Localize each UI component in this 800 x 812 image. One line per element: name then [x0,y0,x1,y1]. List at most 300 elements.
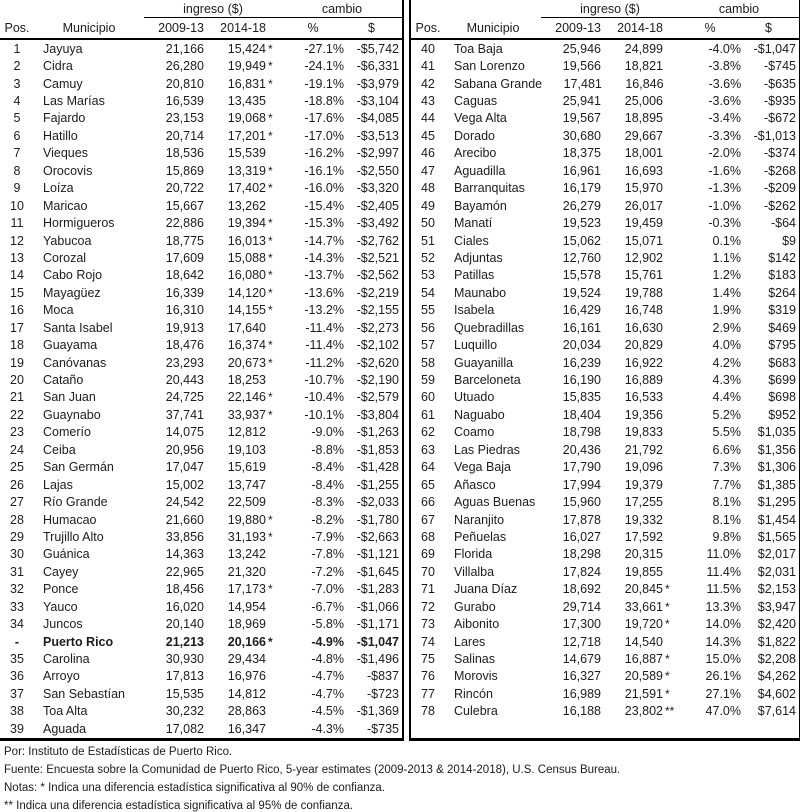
table-row [411,92,799,109]
table-row [411,127,799,144]
table-row [0,563,402,580]
cell-income-2014-18: 14,540 [624,634,663,649]
cell-income-2009-13: 20,714 [165,128,204,143]
cell-income-2009-13: 17,082 [165,721,204,736]
cell-income-2009-13: 16,027 [562,529,601,544]
cell-income-2014-18: 20,845 [624,582,663,597]
table-row [411,685,799,702]
cell-change-percent: -10.1% [304,407,344,422]
table-row [411,424,799,441]
cell-change-percent: 8.1% [712,495,741,510]
cell-change-dollars: -$2,620 [356,355,399,370]
cell-municipio: Villalba [454,564,495,579]
cell-income-2014-18: 15,970 [624,181,663,196]
cell-income-2014-18: 12,902 [624,250,663,265]
table-row [411,668,799,685]
cell-municipio: Toa Alta [43,704,88,719]
cell-change-dollars: -$1,121 [356,547,399,562]
cell-municipio: Yabucoa [43,233,92,248]
table-row [411,633,799,650]
cell-significance-star: * [268,250,273,265]
table-left [0,0,404,741]
cell-income-2014-18: 16,080 [227,268,266,283]
cell-pos: 61 [421,407,435,422]
cell-municipio: Yauco [43,599,78,614]
cell-significance-star: * [665,652,670,667]
cell-significance-star: * [665,582,670,597]
cell-pos: 1 [13,41,21,56]
cell-municipio: Comerío [43,425,91,440]
cell-income-2014-18: 28,863 [227,704,266,719]
cell-income-2009-13: 18,798 [562,425,601,440]
cell-change-percent: -7.0% [311,582,344,597]
cell-municipio: Trujillo Alto [43,529,104,544]
cell-pos: 59 [421,373,435,388]
cell-income-2009-13: 23,293 [165,355,204,370]
cell-municipio: Cataño [43,373,84,388]
cell-municipio: Naranjito [454,512,505,527]
cell-significance-star: * [268,59,273,74]
cell-change-dollars: -$3,513 [356,128,399,143]
cell-municipio: San Juan [43,390,96,405]
cell-change-percent: 7.7% [712,477,741,492]
cell-municipio: Toa Baja [454,41,503,56]
cell-pos: 78 [421,704,435,719]
cell-change-dollars: -$2,155 [356,303,399,318]
cell-income-2009-13: 16,190 [562,373,601,388]
cell-municipio: Patillas [454,268,495,283]
cell-change-dollars: -$1,428 [356,460,399,475]
table-row [0,267,402,284]
cell-income-2014-18: 19,394 [227,216,266,231]
cell-municipio: Cayey [43,564,79,579]
cell-significance-star: * [268,163,273,178]
cell-income-2014-18: 18,895 [624,111,663,126]
cell-change-percent: -3.4% [708,111,741,126]
cell-significance-star: * [268,512,273,527]
cell-income-2009-13: 16,020 [165,599,204,614]
cell-pos: 46 [421,146,435,161]
cell-income-2014-18: 15,619 [227,460,266,475]
cell-income-2009-13: 20,443 [165,373,204,388]
cell-change-dollars: -$1,853 [356,442,399,457]
cell-municipio: Corozal [43,250,87,265]
cell-income-2014-18: 15,539 [227,146,266,161]
cell-change-percent: 14.3% [705,634,741,649]
table-row [0,92,402,109]
table-row [411,371,799,388]
cell-change-dollars: $469 [768,320,796,335]
cell-change-percent: 13.3% [705,599,741,614]
cell-municipio: Guayama [43,338,98,353]
table-row [411,389,799,406]
cell-pos: 50 [421,216,435,231]
cell-municipio: Arroyo [43,669,80,684]
cell-pos: 28 [10,512,24,527]
table-row [0,476,402,493]
table-row [411,319,799,336]
cell-pos: 29 [10,529,24,544]
cell-change-dollars: $2,208 [757,652,796,667]
cell-income-2014-18: 19,880 [227,512,266,527]
cell-change-dollars: -$935 [764,94,796,109]
cell-income-2014-18: 14,120 [227,285,266,300]
cell-pos: 48 [421,181,435,196]
cell-change-dollars: -$3,104 [356,94,399,109]
cell-change-dollars: -$1,255 [356,477,399,492]
cell-income-2014-18: 29,434 [227,652,266,667]
table-row [411,145,799,162]
cell-change-dollars: -$2,762 [356,233,399,248]
table-row [0,127,402,144]
cell-change-dollars: -$268 [764,163,796,178]
cell-change-percent: 26.1% [705,669,741,684]
cell-municipio: Manatí [454,216,493,231]
table-row [411,180,799,197]
cell-income-2009-13: 15,960 [562,495,601,510]
cell-change-percent: -1.6% [708,163,741,178]
cell-significance-star: * [268,233,273,248]
cell-municipio: Vega Baja [454,460,511,475]
cell-income-2009-13: 16,161 [562,320,601,335]
cell-change-percent: -13.2% [304,303,344,318]
cell-pos: 38 [10,704,24,719]
cell-income-2014-18: 21,792 [624,442,663,457]
cell-municipio: Carolina [43,652,90,667]
cell-municipio: Naguabo [454,407,505,422]
table-row [411,459,799,476]
cell-change-dollars: -$635 [764,76,796,91]
table-row [411,232,799,249]
cell-income-2009-13: 17,790 [562,460,601,475]
cell-pos: 49 [421,198,435,213]
cell-municipio: Juncos [43,617,83,632]
table-row [411,563,799,580]
cell-income-2009-13: 21,166 [165,41,204,56]
cell-pos: 67 [421,512,435,527]
cell-income-2009-13: 20,436 [562,442,601,457]
cell-income-2009-13: 16,961 [562,163,601,178]
cell-pos: 5 [13,111,21,126]
cell-income-2014-18: 16,630 [624,320,663,335]
table-row [411,249,799,266]
cell-change-percent: 4.3% [712,373,741,388]
cell-municipio: Jayuya [43,41,83,56]
table-row [411,528,799,545]
cell-significance-star: * [665,669,670,684]
cell-municipio: Río Grande [43,495,108,510]
footer-por: Por: Instituto de Estadísticas de Puerto Rico. [4,746,233,758]
cell-change-dollars: -$2,273 [356,320,399,335]
cell-income-2009-13: 30,930 [165,652,204,667]
cell-change-percent: -8.4% [311,477,344,492]
cell-income-2014-18: 14,155 [227,303,266,318]
cell-change-dollars: $1,295 [757,495,796,510]
cell-change-dollars: -$2,562 [356,268,399,283]
cell-income-2009-13: 18,692 [562,582,601,597]
cell-pos: 74 [421,634,435,649]
cell-pos: 20 [10,373,24,388]
table-row [411,598,799,615]
cell-change-dollars: -$1,645 [356,564,399,579]
cell-income-2014-18: 16,922 [624,355,663,370]
cell-municipio: Culebra [454,704,498,719]
cell-income-2014-18: 18,001 [624,146,663,161]
table-row [411,267,799,284]
cell-change-dollars: -$3,979 [356,76,399,91]
cell-income-2014-18: 19,379 [624,477,663,492]
cell-pos: 26 [10,477,24,492]
cell-change-percent: -3.8% [708,59,741,74]
cell-income-2014-18: 16,831 [227,76,266,91]
cell-income-2009-13: 15,667 [165,198,204,213]
cell-change-percent: 8.1% [712,512,741,527]
cell-income-2014-18: 13,242 [227,547,266,562]
cell-change-percent: 6.6% [712,442,741,457]
cell-significance-star: * [268,407,273,422]
cell-pos: 66 [421,495,435,510]
cell-change-percent: -11.4% [305,338,344,353]
rows-right [411,40,799,738]
cell-income-2014-18: 23,802 [624,704,663,719]
cell-significance-star: * [268,181,273,196]
cell-income-2014-18: 15,761 [624,268,663,283]
cell-municipio: Salinas [454,652,495,667]
table-row [0,354,402,371]
cell-change-dollars: $1,356 [757,442,796,457]
cell-income-2014-18: 16,693 [624,163,663,178]
cell-income-2009-13: 16,989 [562,686,601,701]
cell-change-dollars: $7,614 [757,704,796,719]
group-header-cambio: cambio [679,2,799,18]
column-header-dollars: $ [765,21,772,35]
cell-municipio: Moca [43,303,74,318]
cell-change-dollars: -$837 [367,669,399,684]
cell-change-percent: 5.5% [712,425,741,440]
cell-change-dollars: -$1,369 [356,704,399,719]
cell-change-dollars: -$1,283 [356,582,399,597]
cell-municipio: Las Piedras [454,442,521,457]
cell-change-percent: -3.6% [708,94,741,109]
cell-income-2014-18: 13,435 [227,94,266,109]
table-row [0,650,402,667]
cell-pos: 10 [10,198,24,213]
cell-change-dollars: $9 [782,233,796,248]
cell-pos: 72 [421,599,435,614]
cell-income-2009-13: 17,994 [562,477,601,492]
cell-income-2009-13: 22,886 [165,216,204,231]
cell-income-2009-13: 24,542 [165,495,204,510]
cell-significance-star: * [268,355,273,370]
cell-significance-star: * [268,111,273,126]
cell-income-2009-13: 14,075 [165,425,204,440]
table-row [0,319,402,336]
cell-change-dollars: $698 [768,390,796,405]
cell-pos: 9 [13,181,21,196]
cell-municipio: Aguas Buenas [454,495,536,510]
cell-income-2014-18: 13,262 [227,198,266,213]
cell-pos: 70 [421,564,435,579]
cell-pos: 64 [421,460,435,475]
cell-pos: 21 [10,390,24,405]
cell-change-dollars: -$5,742 [356,41,399,56]
cell-income-2014-18: 20,589 [624,669,663,684]
table-row [0,424,402,441]
table-row [0,441,402,458]
cell-pos: 56 [421,320,435,335]
cell-significance-star: * [665,617,670,632]
cell-municipio: Fajardo [43,111,86,126]
cell-income-2014-18: 16,748 [624,303,663,318]
cell-change-percent: 11.0% [706,547,741,562]
cell-change-dollars: -$735 [367,721,399,736]
cell-change-dollars: -$4,085 [356,111,399,126]
cell-income-2014-18: 20,673 [227,355,266,370]
cell-income-2009-13: 20,140 [165,617,204,632]
cell-income-2009-13: 15,578 [562,268,601,283]
column-header-dollars: $ [368,21,375,35]
cell-change-percent: -11.4% [305,320,344,335]
cell-change-dollars: $683 [768,355,796,370]
cell-municipio: Arecibo [454,146,497,161]
table-row [411,511,799,528]
cell-income-2009-13: 20,722 [165,181,204,196]
cell-change-percent: 2.9% [712,320,741,335]
cell-pos: 16 [10,303,24,318]
cell-income-2009-13: 30,680 [562,128,601,143]
cell-pos: 40 [421,41,435,56]
table-row [0,546,402,563]
cell-change-dollars: -$209 [764,181,796,196]
cell-pos: 3 [13,76,21,91]
cell-change-percent: 5.2% [712,407,741,422]
table-row [411,57,799,74]
cell-income-2009-13: 18,298 [562,547,601,562]
cell-change-percent: 1.4% [712,285,741,300]
column-header-percent: % [307,21,319,35]
table-row [0,40,402,57]
cell-pos: 43 [421,94,435,109]
cell-income-2009-13: 20,034 [562,338,601,353]
column-header-2009-13: 2009-13 [555,21,601,35]
column-header-municipio: Municipio [62,21,116,35]
table-row [0,145,402,162]
cell-income-2009-13: 18,536 [165,146,204,161]
cell-pos: 44 [421,111,435,126]
cell-income-2009-13: 15,869 [165,163,204,178]
cell-change-dollars: -$2,550 [356,163,399,178]
cell-change-dollars: -$2,190 [356,373,399,388]
cell-pos: 2 [13,59,21,74]
cell-change-percent: -7.9% [311,529,344,544]
cell-income-2014-18: 16,533 [624,390,663,405]
cell-pos: 32 [10,582,24,597]
cell-income-2014-18: 13,319 [227,163,266,178]
cell-municipio: San Sebastían [43,686,126,701]
cell-change-percent: 0.1% [712,233,741,248]
cell-change-percent: 4.2% [712,355,741,370]
cell-income-2014-18: 17,640 [227,320,266,335]
cell-income-2014-18: 12,812 [227,425,266,440]
cell-income-2014-18: 14,812 [227,686,266,701]
cell-change-dollars: $319 [768,303,796,318]
cell-significance-star: * [268,268,273,283]
cell-change-percent: -15.4% [304,198,344,213]
cell-pos: 8 [13,163,21,178]
cell-change-dollars: -$1,047 [753,41,796,56]
cell-income-2014-18: 18,969 [227,617,266,632]
cell-municipio: Caguas [454,94,498,109]
cell-significance-star: * [268,216,273,231]
cell-income-2009-13: 16,310 [165,303,204,318]
cell-income-2014-18: 17,201 [227,128,266,143]
table-row [411,493,799,510]
table-row [0,162,402,179]
cell-income-2009-13: 14,679 [562,652,601,667]
cell-income-2014-18: 19,356 [624,407,663,422]
table-row [411,336,799,353]
cell-significance-star: * [665,599,670,614]
cell-change-percent: -4.8% [311,652,344,667]
cell-change-percent: -8.8% [311,442,344,457]
cell-change-percent: 47.0% [705,704,741,719]
cell-income-2009-13: 18,642 [165,268,204,283]
cell-change-percent: 4.4% [712,390,741,405]
cell-change-dollars: -$2,521 [356,250,399,265]
table-row [411,40,799,57]
cell-municipio: Barceloneta [454,373,521,388]
cell-income-2009-13: 17,609 [165,250,204,265]
cell-pos: 34 [10,617,24,632]
cell-income-2014-18: 15,424 [227,41,266,56]
cell-change-dollars: -$723 [367,686,399,701]
cell-income-2009-13: 20,810 [165,76,204,91]
cell-income-2014-18: 17,402 [227,181,266,196]
cell-municipio: Canóvanas [43,355,107,370]
cell-municipio: Utuado [454,390,495,405]
cell-municipio: Peñuelas [454,529,507,544]
cell-income-2009-13: 16,239 [562,355,601,370]
cell-municipio: Vieques [43,146,88,161]
cell-municipio: Sabana Grande [453,76,543,91]
cell-municipio: Puerto Rico [43,634,114,649]
cell-income-2009-13: 19,913 [165,320,204,335]
cell-income-2009-13: 17,878 [562,512,601,527]
cell-income-2009-13: 21,213 [165,634,204,649]
cell-pos: 4 [13,94,21,109]
cell-change-dollars: -$672 [764,111,796,126]
cell-income-2014-18: 17,255 [624,495,663,510]
cell-income-2009-13: 24,725 [165,390,204,405]
table-row [411,214,799,231]
cell-change-percent: 4.0% [712,338,741,353]
table-row [0,180,402,197]
cell-income-2014-18: 19,720 [624,617,663,632]
cell-change-percent: -16.2% [304,146,344,161]
cell-income-2014-18: 20,315 [624,547,663,562]
table-row [411,703,799,720]
table-row [0,284,402,301]
cell-pos: 63 [421,442,435,457]
cell-pos: 53 [421,268,435,283]
group-header-row-right [411,0,799,18]
table-row [411,302,799,319]
cell-municipio: Lares [454,634,486,649]
cell-income-2009-13: 16,429 [562,303,601,318]
table-row [411,110,799,127]
cell-income-2014-18: 21,591 [624,686,663,701]
cell-change-dollars: $952 [768,407,796,422]
